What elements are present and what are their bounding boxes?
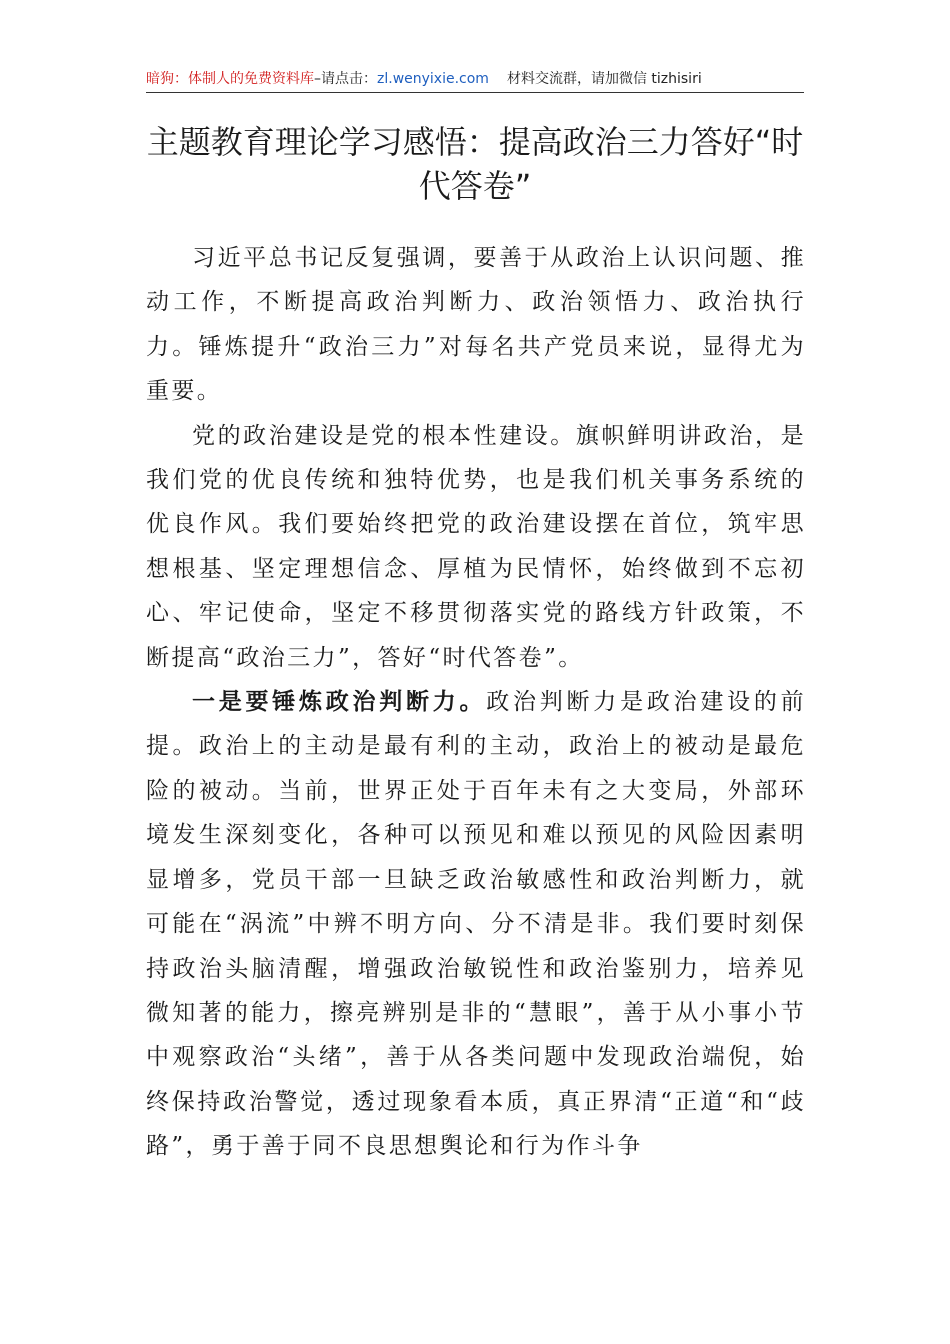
document-body: [146, 236, 806, 1169]
paragraph-lead: 一是要锤炼政治判断力。: [192, 689, 487, 716]
paragraph-text: 习近平总书记反复强调，要善于从政治上认识问题、推动工作，不断提高政治判断力、政治领悟力、政治执行力。锤炼提升“政治三力”对每名共产党员来说，显得尤为重要。: [146, 245, 806, 405]
paragraph-text: 党的政治建设是党的根本性建设。旗帜鲜明讲政治，是我们党的优良传统和独特优势，也是我们机关事务系统的优良作风。我们要始终把党的政治建设摆在首位，筑牢思想根基、坚定理想信念、厚植为民情怀，始终做到不忘初心、牢记使命，坚定不移贯彻落实党的路线方针政策，不断提高“政治三力”，答好“时代答卷”。: [146, 422, 806, 671]
wechat-note: 材料交流群，请加微信 tizhisiri: [506, 71, 702, 87]
paragraph: [146, 680, 806, 1168]
paragraph: [146, 414, 806, 680]
paragraph-text: 政治判断力是政治建设的前提。政治上的主动是最有利的主动，政治上的被动是最危险的被动。当前，世界正处于百年未有之大变局，外部环境发生深刻变化，各种可以预见和难以预见的风险因素明显增多，党员干部一旦缺乏政治敏感性和政治判断力，就可能在“涡流”中辨不明方向、分不清是非。我们要时刻保持政治头脑清醒，增强政治敏锐性和政治鉴别力，培养见微知著的能力，擦亮辨别是非的“慧眼”，善于从小事小节中观察政治“头绪”，善于从各类问题中发现政治端倪，始终保持政治警觉，透过现象看本质，真正界清“正道“和“歧路”，勇于善于同不良思想舆论和行为作斗争: [146, 689, 806, 1160]
document-header: [146, 66, 804, 93]
paragraph: [146, 236, 806, 414]
site-label: 暗狗：体制人的免费资料库: [146, 71, 314, 87]
click-prompt: –请点击：: [314, 71, 377, 87]
site-link[interactable]: zl.wenyixie.com: [377, 71, 489, 87]
document-title: 主题教育理论学习感悟：提高政治三力答好“时代答卷”: [146, 123, 804, 205]
